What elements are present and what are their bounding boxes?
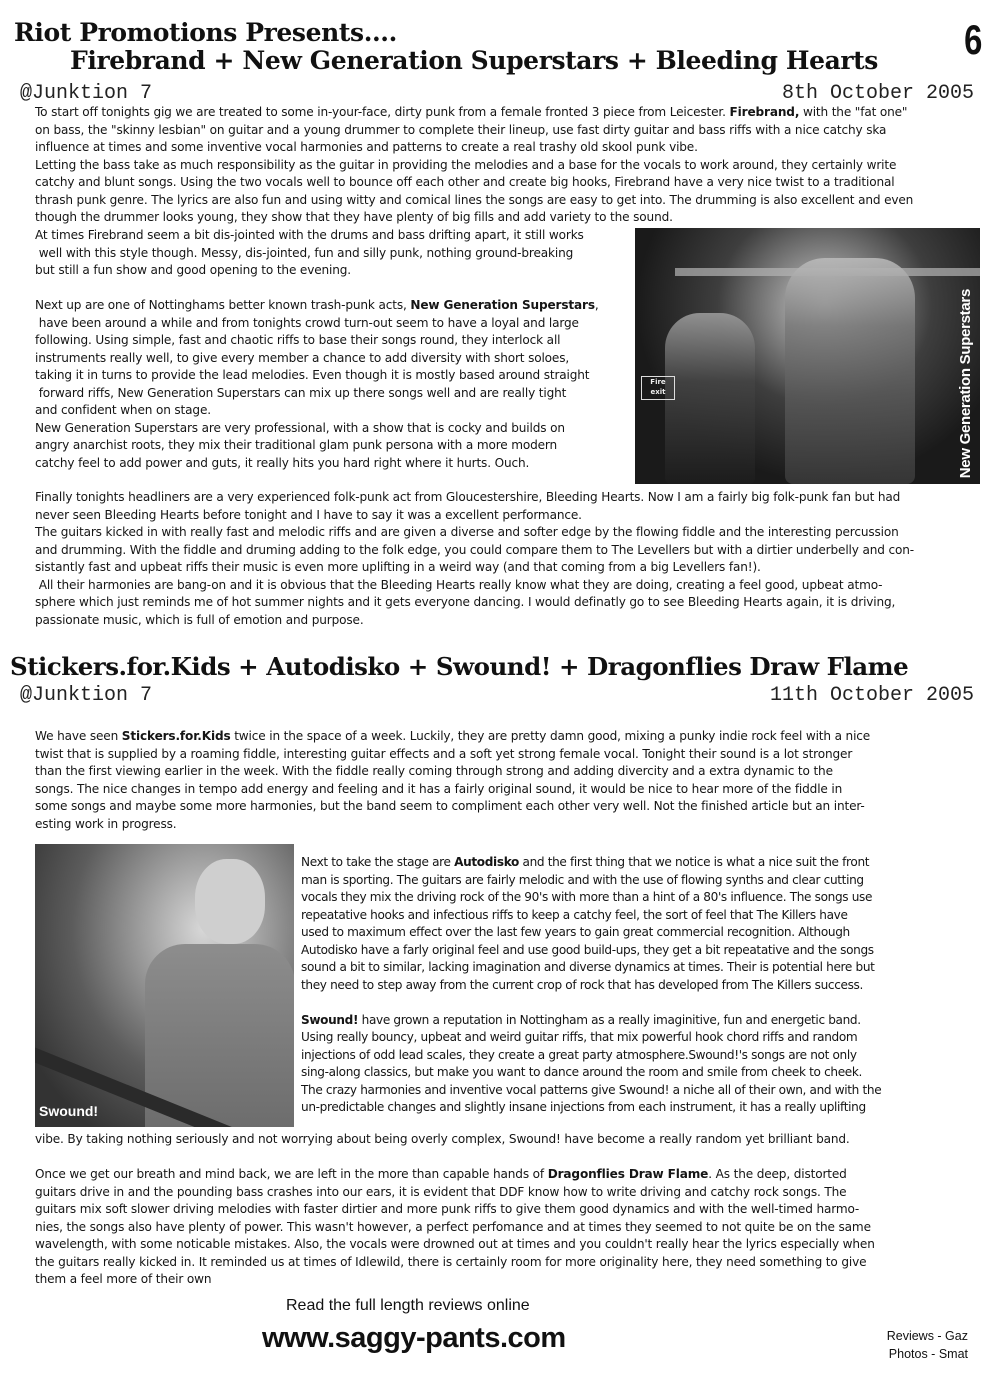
fire-exit-sign: Fire exit — [641, 376, 675, 400]
text-line: following. Using simple, fast and chaotic riffs to base their songs round, they interlock all — [35, 333, 561, 347]
review1-bleeding-hearts-text — [35, 489, 980, 629]
text-line: vibe. By taking nothing seriously and not worrying about being overly complex, Swound! have become a really random yet brilliant band. — [35, 1132, 850, 1146]
review2-autodisko-swound-text — [301, 854, 981, 1117]
photo-new-generation-superstars — [635, 228, 980, 484]
text-line: forward riffs, New Generation Superstars can mix up there songs well and are really tight — [35, 385, 567, 400]
photo-caption: New Generation Superstars — [957, 288, 974, 478]
text-line: songs. The nice changes in tempo add energy and feeling and it has a fairly original sound, it would be nice to hear more of the fiddle in — [35, 781, 843, 796]
text-line: We have seen Stickers.for.Kids twice in the space of a week. Luckily, they are pretty damn good, mixing a punky indie rock feel with a nice — [35, 729, 871, 743]
text-line: catchy feel to add power and guts, it really hits you hard right where it hurts. Ouch. — [35, 455, 530, 470]
text-line: catchy and blunt songs. Using the two vocals well to bounce off each other and create big hooks, Firebrand have a very nice twist to a traditional — [35, 175, 895, 189]
text-line: guitars mix soft slower driving melodies with faster dirtier and more punk riffs to give them good dynamics and with the well-timed harmo- — [35, 1202, 860, 1216]
text-line: All their harmonies are bang-on and it is obvious that the Bleeding Hearts really know what they are doing, creating a feel good, upbeat atmo- — [35, 577, 883, 592]
guitarist-body — [145, 944, 294, 1127]
text-line: Next up are one of Nottinghams better known trash-punk acts, New Generation Superstars, — [35, 298, 599, 312]
text-line: Once we get our breath and mind back, we are left in the more than capable hands of Dragonflies Draw Flame. As the deep, distorted — [35, 1167, 847, 1181]
text-line: nies, the songs also have plenty of power. This wasn't however, a perfect perfomance and at times they seemed to not quite be on the same — [35, 1219, 871, 1234]
footer-read-online: Read the full length reviews online — [286, 1297, 530, 1314]
text-line: vocals they mix the driving rock of the 90's with more than a hint of a 80's influence. The songs use — [301, 890, 873, 904]
text-line: and drumming. With the fiddle and druming adding to the folk edge, you could compare them to The Levellers but with a dirtier underbelly and con- — [35, 542, 914, 557]
text-line: influence at times and some inventive vocal harmonies and patterns to create a real trashy old skool punk vibe. — [35, 140, 698, 154]
text-line: passionate music, which is full of emotion and purpose. — [35, 612, 364, 627]
text-line: injections of odd lead scales, they create a great party atmosphere.Swound!'s songs are not only — [301, 1047, 857, 1062]
text-line — [35, 1149, 980, 1167]
text-line: angry anarchist roots, they mix their traditional glam punk persona with a more modern — [35, 438, 558, 452]
text-line: though the drummer looks young, they show that they have plenty of big fills and add variety to the sound. — [35, 210, 673, 224]
text-line: Swound! have grown a reputation in Nottingham as a really imaginitive, fun and energetic band. — [301, 1012, 861, 1027]
text-line: used to maximum effect over the last few years to gain great commercial recognition. Although — [301, 925, 850, 939]
photo-swound — [35, 844, 294, 1127]
review1-ngs-text — [35, 227, 635, 472]
text-line: well with this style though. Messy, dis-jointed, fun and silly punk, nothing ground-breaking — [35, 245, 574, 260]
review2-intro — [35, 728, 980, 833]
text-line: guitars drive in and the pounding bass crashes into our ears, it is evident that DDF know how to write driving and catchy rock songs. The — [35, 1184, 847, 1199]
text-line: repeatative hooks and infectious riffs to keep a catchy feel, the sort of feel that The Killers have — [301, 907, 848, 922]
text-line: New Generation Superstars are very professional, with a show that is cocky and builds on — [35, 420, 565, 435]
review2-bands-title: Stickers.for.Kids + Autodisko + Swound! + Dragonflies Draw Flame — [10, 652, 909, 681]
text-line: man is sporting. The guitars are fairly melodic and with the use of flowing synths and clear cutting — [301, 872, 864, 887]
text-line: Finally tonights headliners are a very experienced folk-punk act from Gloucestershire, Bleeding Hearts. Now I am a fairly big folk-punk fan but had — [35, 490, 901, 504]
text-line: on bass, the "skinny lesbian" on guitar and a young drummer to complete their lineup, use fast dirty guitar and bass riffs with a nice catchy ska — [35, 122, 887, 137]
text-line: Using really bouncy, upbeat and weird guitar riffs, that mix powerful hook chord riffs and random — [301, 1030, 858, 1044]
review1-venue: @Junktion 7 — [20, 82, 153, 105]
text-line: than the first viewing earlier in the week. With the fiddle really coming through strong and adding divercity and a extra dynamic to the — [35, 764, 833, 778]
text-line: the guitars really kicked in. It reminded us at times of Idlewild, there is certainly room for more originality here, they need something to give — [35, 1254, 867, 1269]
guitarist-head — [195, 859, 265, 944]
review1-date: 8th October 2005 — [781, 82, 974, 105]
credit-reviews: Reviews - Gaz — [886, 1329, 968, 1343]
text-line: they need to step away from the current crop of rock that has developed from The Killers success. — [301, 977, 863, 992]
review2-date: 11th October 2005 — [769, 684, 974, 707]
text-line: To start off tonights gig we are treated to some in-your-face, dirty punk from a female fronted 3 piece from Leicester. Firebrand, with the "fat one" — [35, 105, 908, 119]
text-line: have been around a while and from tonights crowd turn-out seem to have a loyal and large — [35, 315, 579, 330]
text-line: never seen Bleeding Hearts before tonight and I have to say it was a excellent performance. — [35, 507, 582, 522]
review2-dragonflies-text — [35, 1131, 980, 1289]
review1-bands-title: Firebrand + New Generation Superstars + Bleeding Hearts — [70, 46, 878, 75]
website-link[interactable]: www.saggy-pants.com — [262, 1322, 566, 1354]
text-line: sound a bit to similar, lacking imagination and diverse dynamics at times. Their is potential here but — [301, 960, 875, 974]
review2-venue: @Junktion 7 — [20, 684, 153, 707]
text-line: sphere which just reminds me of hot summer nights and it gets everyone dancing. I would definatly go to see Bleeding Hearts again, it is driving, — [35, 595, 896, 609]
credits — [887, 1327, 968, 1363]
text-line: twist that is supplied by a roaming fiddle, interesting guitar effects and a soft yet strong female vocal. Tonight their sound is a lot stronger — [35, 746, 853, 761]
text-line: and confident when on stage. — [35, 403, 211, 417]
text-line: taking it in turns to provide the lead melodies. Even though it is mostly based around straight — [35, 368, 590, 382]
text-line: them a feel more of their own — [35, 1272, 212, 1286]
text-line: Autodisko have a farly original feel and use good build-ups, they get a bit repeatative and the songs — [301, 942, 874, 957]
text-line: but still a fun show and good opening to the evening. — [35, 263, 351, 277]
text-line: instruments really well, to give every member a chance to add diversity with short soloes, — [35, 350, 570, 365]
text-line: un-predictable changes and slightly insane injections from each instrument, it has a really uplifting — [301, 1100, 866, 1114]
text-line: The guitars kicked in with really fast and melodic riffs and are given a diverse and softer edge by the flowing fiddle and the interesting percussion — [35, 525, 899, 539]
page-heading: Riot Promotions Presents.... — [14, 18, 397, 47]
text-line: thrash punk genre. The lyrics are also fun and using witty and comical lines the songs are easy to get into. The drumming is also excellent and even — [35, 192, 914, 207]
text-line: Next to take the stage are Autodisko and the first thing that we notice is what a nice suit the front — [301, 855, 870, 869]
text-line: The crazy harmonies and inventive vocal patterns give Swound! a niche all of their own, and with the — [301, 1082, 882, 1097]
text-line — [301, 994, 981, 1012]
page-number: 6 — [963, 16, 982, 63]
text-line — [35, 280, 635, 298]
text-line: esting work in progress. — [35, 816, 177, 831]
review1-intro — [35, 104, 980, 227]
bassist-figure — [665, 313, 755, 484]
text-line: some songs and maybe some more harmonies, but the band seem to compliment each other very well. Not the finished article but an inter- — [35, 799, 865, 813]
photo-caption: Swound! — [39, 1103, 99, 1119]
text-line: Letting the bass take as much responsibility as the guitar in providing the melodies and a base for the vocals to work around, they certainly write — [35, 157, 897, 172]
text-line: wavelength, with some noticable mistakes. Also, the vocals were drowned out at times and you couldn't really hear the lyrics especially when — [35, 1237, 875, 1251]
singer-figure — [785, 258, 915, 484]
text-line: sing-along classics, but make you want to dance around the room and smile from cheek to cheek. — [301, 1065, 863, 1079]
text-line: sistantly fast and upbeat riffs their music is even more uplifting in a weird way (and that coming from a big Levellers fan!). — [35, 560, 761, 574]
credit-photos: Photos - Smat — [888, 1347, 968, 1361]
text-line: At times Firebrand seem a bit dis-jointed with the drums and bass drifting apart, it still works — [35, 228, 584, 242]
